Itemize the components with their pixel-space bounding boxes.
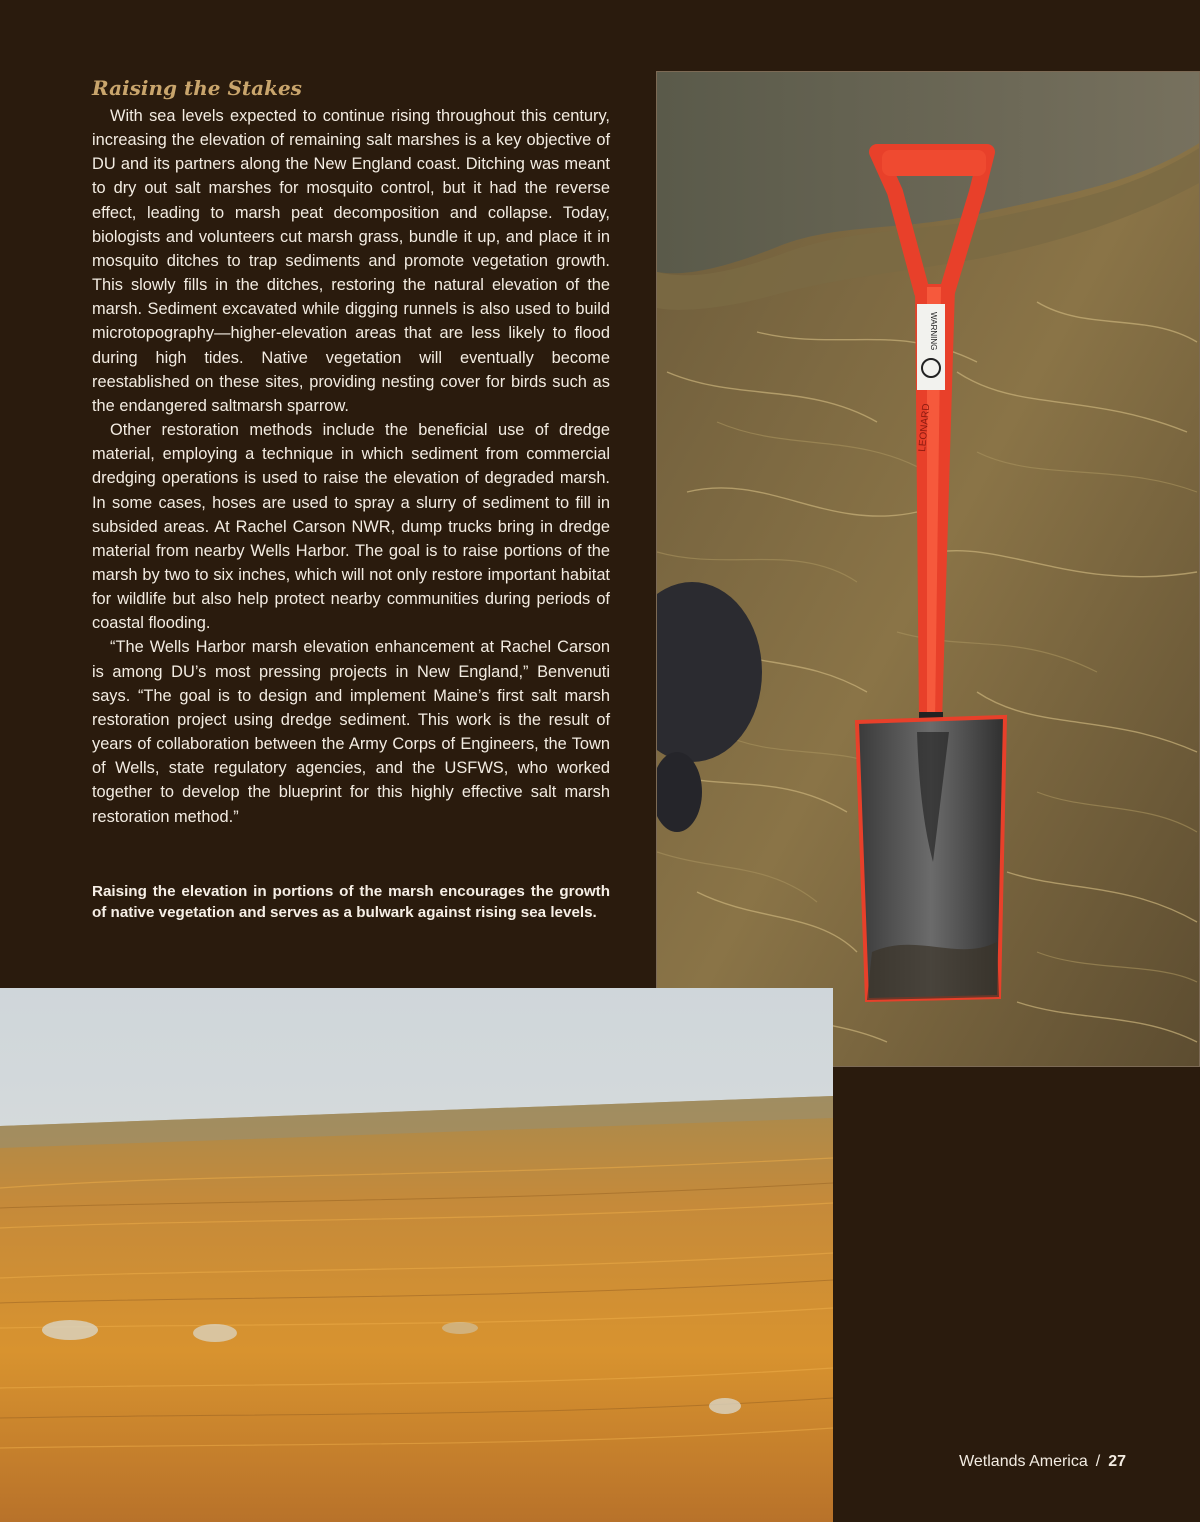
publication-name: Wetlands America (959, 1453, 1088, 1470)
article (92, 76, 610, 829)
shovel-photo (656, 71, 1200, 1067)
section-heading: Raising the Stakes (92, 76, 302, 100)
paragraph-2: Other restoration methods include the beneficial use of dredge material, employing a technique in which sediment from commercial dredging operations is used to raise the elevation of degraded marsh. In some cases, hoses are used to spray a slurry of sediment to fill in subsided areas. At Rachel Carson NWR, dump trucks bring in dredge material from nearby Wells Harbor. The goal is to raise portions of the marsh by two to six inches, which will not only restore important habitat for wildlife but also help protect nearby communities during periods of coastal flooding. (92, 421, 610, 633)
photo-caption: Raising the elevation in portions of the marsh encourages the growth of native vegetation and serves as a bulwark against rising sea levels. (92, 883, 610, 921)
paragraph-1: With sea levels expected to continue rising throughout this century, increasing the elevation of remaining salt marshes is a key objective of DU and its partners along the New England coast. Ditching was meant to dry out salt marshes for mosquito control, but it had the reverse effect, leading to marsh peat decomposition and collapse. Today, biologists and volunteers cut marsh grass, bundle it up, and place it in mosquito ditches to trap sediments and promote vegetation growth. This slowly fills in the ditches, restoring the natural elevation of the marsh. Sediment excavated while digging runnels is also used to build microtopography—higher-elevation areas that are less likely to flood during high tides. Native vegetation will eventually become reestablished on these sites, providing nesting cover for birds such as the endangered saltmarsh sparrow. (92, 107, 610, 415)
paragraph-3: “The Wells Harbor marsh elevation enhancement at Rachel Carson is among DU’s most pressing projects in New England,” Benvenuti says. “The goal is to design and implement Maine’s first salt marsh restoration project using dredge sediment. This work is the result of years of collaboration between the Army Corps of Engineers, the Town of Wells, state regulatory agencies, and the USFWS, who worked together to develop the blueprint for this highly effective salt marsh restoration method.” (92, 638, 610, 826)
page-footer (959, 1452, 1126, 1472)
marsh-photo-illustration (0, 988, 833, 1522)
shovel-photo-illustration (657, 72, 1200, 1067)
footer-separator: / (1095, 1453, 1101, 1470)
marsh-photo (0, 988, 833, 1522)
shovel-brand-label: LEONARD (917, 403, 933, 453)
shovel-warning-label: WARNING (929, 312, 938, 351)
page-number: 27 (1108, 1453, 1126, 1470)
